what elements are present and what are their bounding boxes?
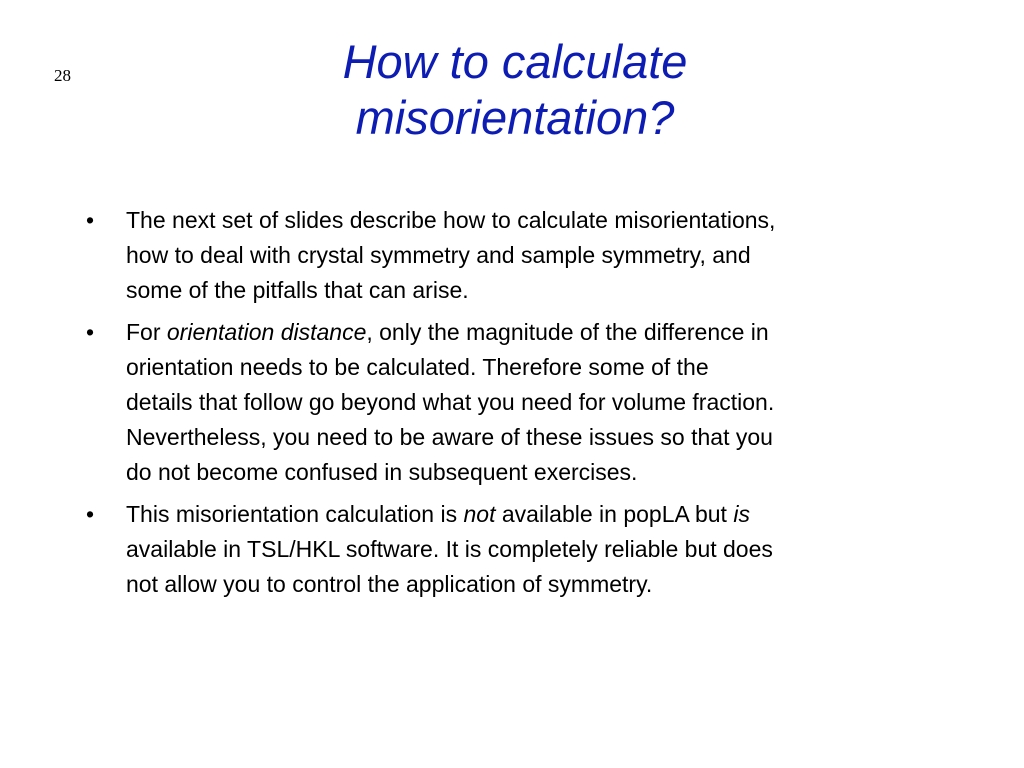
- bullet-2-line-4: Nevertheless, you need to be aware of these issues so that you: [126, 424, 773, 450]
- bullet-3-line-1: [126, 497, 964, 532]
- bullet-2-line-1: [126, 315, 964, 350]
- slide-title: [200, 34, 830, 146]
- bullet-1-line-1: The next set of slides describe how to calculate misorientations,: [126, 207, 776, 233]
- slide-title-line-2: misorientation?: [355, 91, 675, 144]
- bullet-3-emphasis-not: not: [463, 501, 496, 527]
- bullet-3-line-3: not allow you to control the application of symmetry.: [126, 571, 653, 597]
- bullet-2-text-prefix: For: [126, 319, 167, 345]
- slide-number: 28: [54, 66, 71, 85]
- bullet-1-line-2: how to deal with crystal symmetry and sample symmetry, and: [126, 242, 751, 268]
- bullet-marker: •: [86, 207, 95, 233]
- bullet-3-emphasis-is: is: [733, 501, 750, 527]
- bullet-list: [0, 203, 1024, 609]
- bullet-2-line-3: details that follow go beyond what you need for volume fraction.: [126, 389, 775, 415]
- bullet-marker: •: [86, 319, 95, 345]
- slide-title-line-1: How to calculate: [342, 35, 688, 88]
- bullet-2-line-2: orientation needs to be calculated. Therefore some of the: [126, 354, 709, 380]
- bullet-3-text-middle: available in popLA but: [495, 501, 734, 527]
- bullet-2-emphasis: orientation distance: [166, 319, 367, 345]
- bullet-item-3: [0, 497, 1024, 602]
- bullet-2-line-5: do not become confused in subsequent exercises.: [126, 459, 638, 485]
- bullet-3-text-prefix: This misorientation calculation is: [126, 501, 464, 527]
- bullet-item-2: [0, 315, 1024, 490]
- bullet-marker: •: [86, 501, 95, 527]
- bullet-item-1: [0, 203, 1024, 308]
- bullet-2-text-suffix: , only the magnitude of the difference in: [366, 319, 769, 345]
- bullet-1-line-3: some of the pitfalls that can arise.: [126, 277, 469, 303]
- bullet-3-line-2: available in TSL/HKL software. It is completely reliable but does: [126, 536, 773, 562]
